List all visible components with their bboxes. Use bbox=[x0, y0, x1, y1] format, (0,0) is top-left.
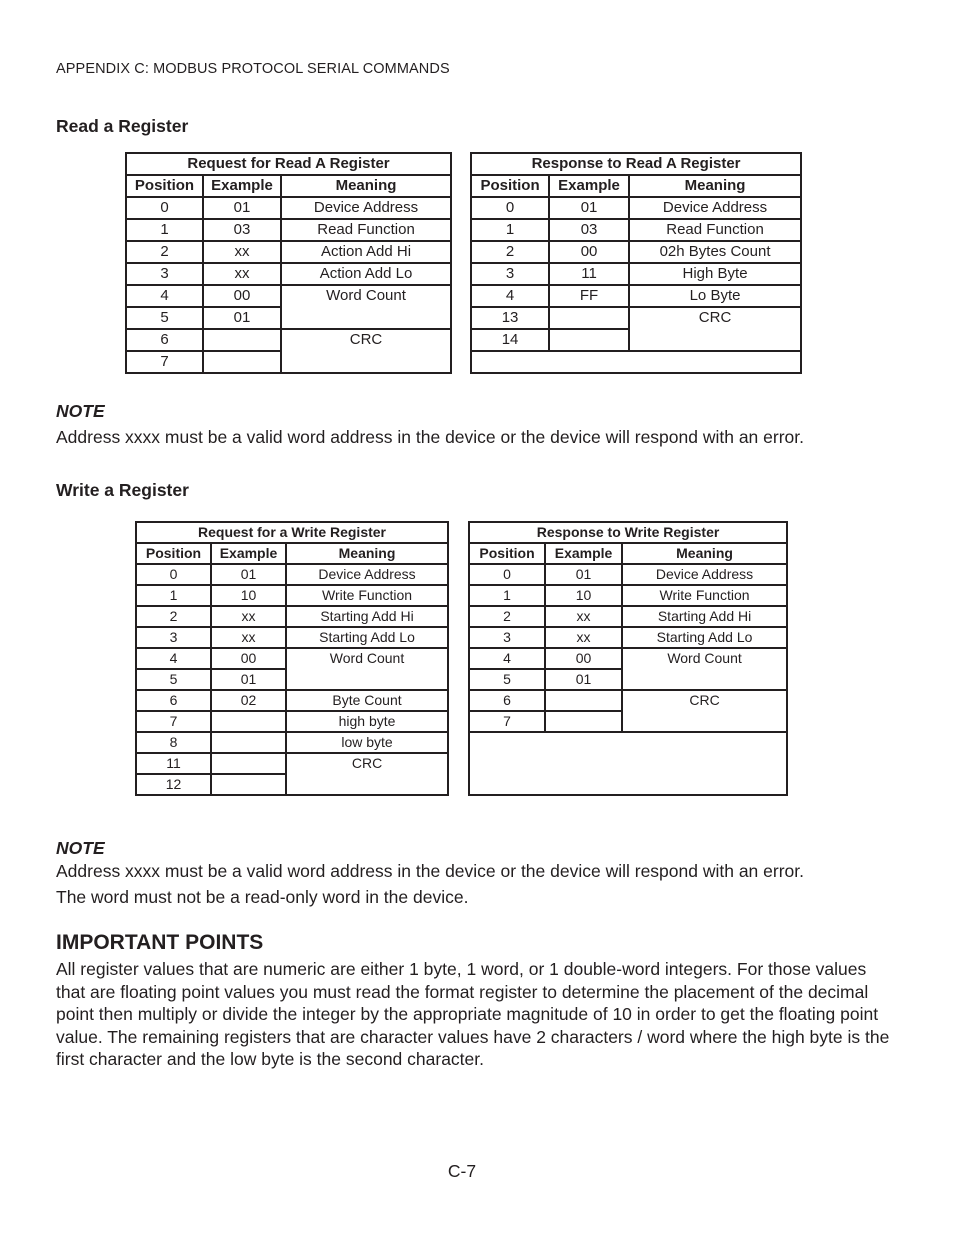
example-cell bbox=[211, 711, 286, 732]
column-header: Example bbox=[545, 543, 622, 564]
meaning-cell: Device Address bbox=[629, 197, 801, 219]
example-cell: 01 bbox=[549, 197, 629, 219]
example-cell: 02 bbox=[211, 690, 286, 711]
example-cell: xx bbox=[203, 263, 281, 285]
column-header: Position bbox=[471, 175, 549, 197]
position-cell: 2 bbox=[136, 606, 211, 627]
column-header: Example bbox=[211, 543, 286, 564]
meaning-cell: High Byte bbox=[629, 263, 801, 285]
example-cell: 00 bbox=[211, 648, 286, 669]
meaning-cell: Starting Add Hi bbox=[286, 606, 448, 627]
note-label: NOTE bbox=[56, 401, 105, 421]
position-cell: 1 bbox=[469, 585, 545, 606]
position-cell: 0 bbox=[136, 564, 211, 585]
position-cell: 6 bbox=[136, 690, 211, 711]
position-cell: 2 bbox=[126, 241, 203, 263]
example-cell: xx bbox=[545, 606, 622, 627]
meaning-cell: Action Add Lo bbox=[281, 263, 451, 285]
read-register-heading: Read a Register bbox=[56, 116, 189, 136]
meaning-cell: Starting Add Lo bbox=[622, 627, 787, 648]
write-register-table bbox=[135, 521, 788, 796]
position-cell: 1 bbox=[136, 585, 211, 606]
example-cell bbox=[211, 732, 286, 753]
meaning-cell: Read Function bbox=[629, 219, 801, 241]
example-cell bbox=[203, 329, 281, 351]
example-cell: 03 bbox=[203, 219, 281, 241]
position-cell: 8 bbox=[136, 732, 211, 753]
position-cell: 0 bbox=[471, 197, 549, 219]
meaning-cell: low byte bbox=[286, 732, 448, 753]
example-cell bbox=[545, 690, 622, 711]
position-cell: 2 bbox=[469, 606, 545, 627]
position-cell: 4 bbox=[136, 648, 211, 669]
position-cell: 7 bbox=[469, 711, 545, 732]
page-number: C-7 bbox=[447, 1161, 477, 1181]
meaning-cell: Word Count bbox=[622, 648, 787, 690]
position-cell: 6 bbox=[469, 690, 545, 711]
meaning-cell: Word Count bbox=[281, 285, 451, 329]
position-cell: 4 bbox=[471, 285, 549, 307]
note-text: Address xxxx must be a valid word address in the device or the device will respond with an error. bbox=[56, 427, 804, 447]
meaning-cell: Read Function bbox=[281, 219, 451, 241]
position-cell: 5 bbox=[136, 669, 211, 690]
note-text: The word must not be a read-only word in the device. bbox=[56, 887, 469, 907]
column-header: Meaning bbox=[622, 543, 787, 564]
column-header: Position bbox=[469, 543, 545, 564]
example-cell: 11 bbox=[549, 263, 629, 285]
example-cell: xx bbox=[211, 606, 286, 627]
example-cell: 01 bbox=[545, 564, 622, 585]
position-cell: 5 bbox=[469, 669, 545, 690]
example-cell bbox=[545, 711, 622, 732]
example-cell: 03 bbox=[549, 219, 629, 241]
example-cell: 01 bbox=[545, 669, 622, 690]
important-points-heading: IMPORTANT POINTS bbox=[56, 931, 264, 954]
position-cell: 5 bbox=[126, 307, 203, 329]
example-cell bbox=[211, 774, 286, 795]
write-register-heading: Write a Register bbox=[56, 480, 189, 500]
position-cell: 3 bbox=[469, 627, 545, 648]
example-cell: 00 bbox=[203, 285, 281, 307]
example-cell bbox=[549, 329, 629, 351]
example-cell bbox=[203, 351, 281, 373]
meaning-cell: Write Function bbox=[286, 585, 448, 606]
meaning-cell: CRC bbox=[281, 329, 451, 373]
meaning-cell: Device Address bbox=[286, 564, 448, 585]
column-header: Example bbox=[203, 175, 281, 197]
meaning-cell: CRC bbox=[286, 753, 448, 795]
important-points-text: All register values that are numeric are either 1 byte, 1 word, or 1 double-word integers. For those values that are floating point values you must read the format register to determine the placement of the decimal point then multiply or divide the integer by the appropriate magnitude of 10 in order to get the floating point value. The remaining registers that are character values have 2 characters / word where the high byte is the first character and the low byte is the second character. bbox=[56, 959, 890, 1070]
position-cell: 13 bbox=[471, 307, 549, 329]
meaning-cell: Lo Byte bbox=[629, 285, 801, 307]
column-header: Position bbox=[136, 543, 211, 564]
position-cell: 11 bbox=[136, 753, 211, 774]
table-divider bbox=[448, 522, 469, 795]
position-cell: 7 bbox=[136, 711, 211, 732]
example-cell: xx bbox=[211, 627, 286, 648]
position-cell: 12 bbox=[136, 774, 211, 795]
column-header: Position bbox=[126, 175, 203, 197]
write-response-title: Response to Write Register bbox=[469, 522, 787, 543]
example-cell: 01 bbox=[203, 197, 281, 219]
example-cell: 01 bbox=[211, 564, 286, 585]
meaning-cell: Action Add Hi bbox=[281, 241, 451, 263]
column-header: Example bbox=[549, 175, 629, 197]
position-cell: 3 bbox=[471, 263, 549, 285]
position-cell: 3 bbox=[136, 627, 211, 648]
position-cell: 0 bbox=[126, 197, 203, 219]
meaning-cell: CRC bbox=[622, 690, 787, 732]
meaning-cell: Byte Count bbox=[286, 690, 448, 711]
meaning-cell: Starting Add Hi bbox=[622, 606, 787, 627]
column-header: Meaning bbox=[286, 543, 448, 564]
position-cell: 1 bbox=[471, 219, 549, 241]
position-cell: 7 bbox=[126, 351, 203, 373]
column-header: Meaning bbox=[281, 175, 451, 197]
example-cell: 01 bbox=[203, 307, 281, 329]
write-request-title: Request for a Write Register bbox=[136, 522, 448, 543]
read-request-title: Request for Read A Register bbox=[126, 153, 451, 175]
position-cell: 4 bbox=[126, 285, 203, 307]
note-text: Address xxxx must be a valid word address in the device or the device will respond with an error. bbox=[56, 861, 804, 881]
example-cell: 10 bbox=[211, 585, 286, 606]
position-cell: 4 bbox=[469, 648, 545, 669]
position-cell: 1 bbox=[126, 219, 203, 241]
example-cell: 00 bbox=[545, 648, 622, 669]
note-label: NOTE bbox=[56, 838, 105, 858]
example-cell bbox=[549, 307, 629, 329]
meaning-cell: Write Function bbox=[622, 585, 787, 606]
position-cell: 2 bbox=[471, 241, 549, 263]
example-cell: 10 bbox=[545, 585, 622, 606]
position-cell: 6 bbox=[126, 329, 203, 351]
page-header: APPENDIX C: MODBUS PROTOCOL SERIAL COMMANDS bbox=[56, 61, 450, 77]
meaning-cell: Device Address bbox=[281, 197, 451, 219]
position-cell: 3 bbox=[126, 263, 203, 285]
position-cell: 14 bbox=[471, 329, 549, 351]
example-cell: 01 bbox=[211, 669, 286, 690]
example-cell bbox=[211, 753, 286, 774]
meaning-cell: 02h Bytes Count bbox=[629, 241, 801, 263]
example-cell: xx bbox=[203, 241, 281, 263]
meaning-cell: high byte bbox=[286, 711, 448, 732]
empty-cell bbox=[469, 732, 787, 795]
example-cell: FF bbox=[549, 285, 629, 307]
position-cell: 0 bbox=[469, 564, 545, 585]
example-cell: 00 bbox=[549, 241, 629, 263]
meaning-cell: Word Count bbox=[286, 648, 448, 690]
read-register-table bbox=[125, 152, 802, 374]
meaning-cell: CRC bbox=[629, 307, 801, 351]
empty-cell bbox=[471, 351, 801, 373]
example-cell: xx bbox=[545, 627, 622, 648]
meaning-cell: Starting Add Lo bbox=[286, 627, 448, 648]
read-response-title: Response to Read A Register bbox=[471, 153, 801, 175]
column-header: Meaning bbox=[629, 175, 801, 197]
meaning-cell: Device Address bbox=[622, 564, 787, 585]
table-divider bbox=[451, 153, 471, 373]
